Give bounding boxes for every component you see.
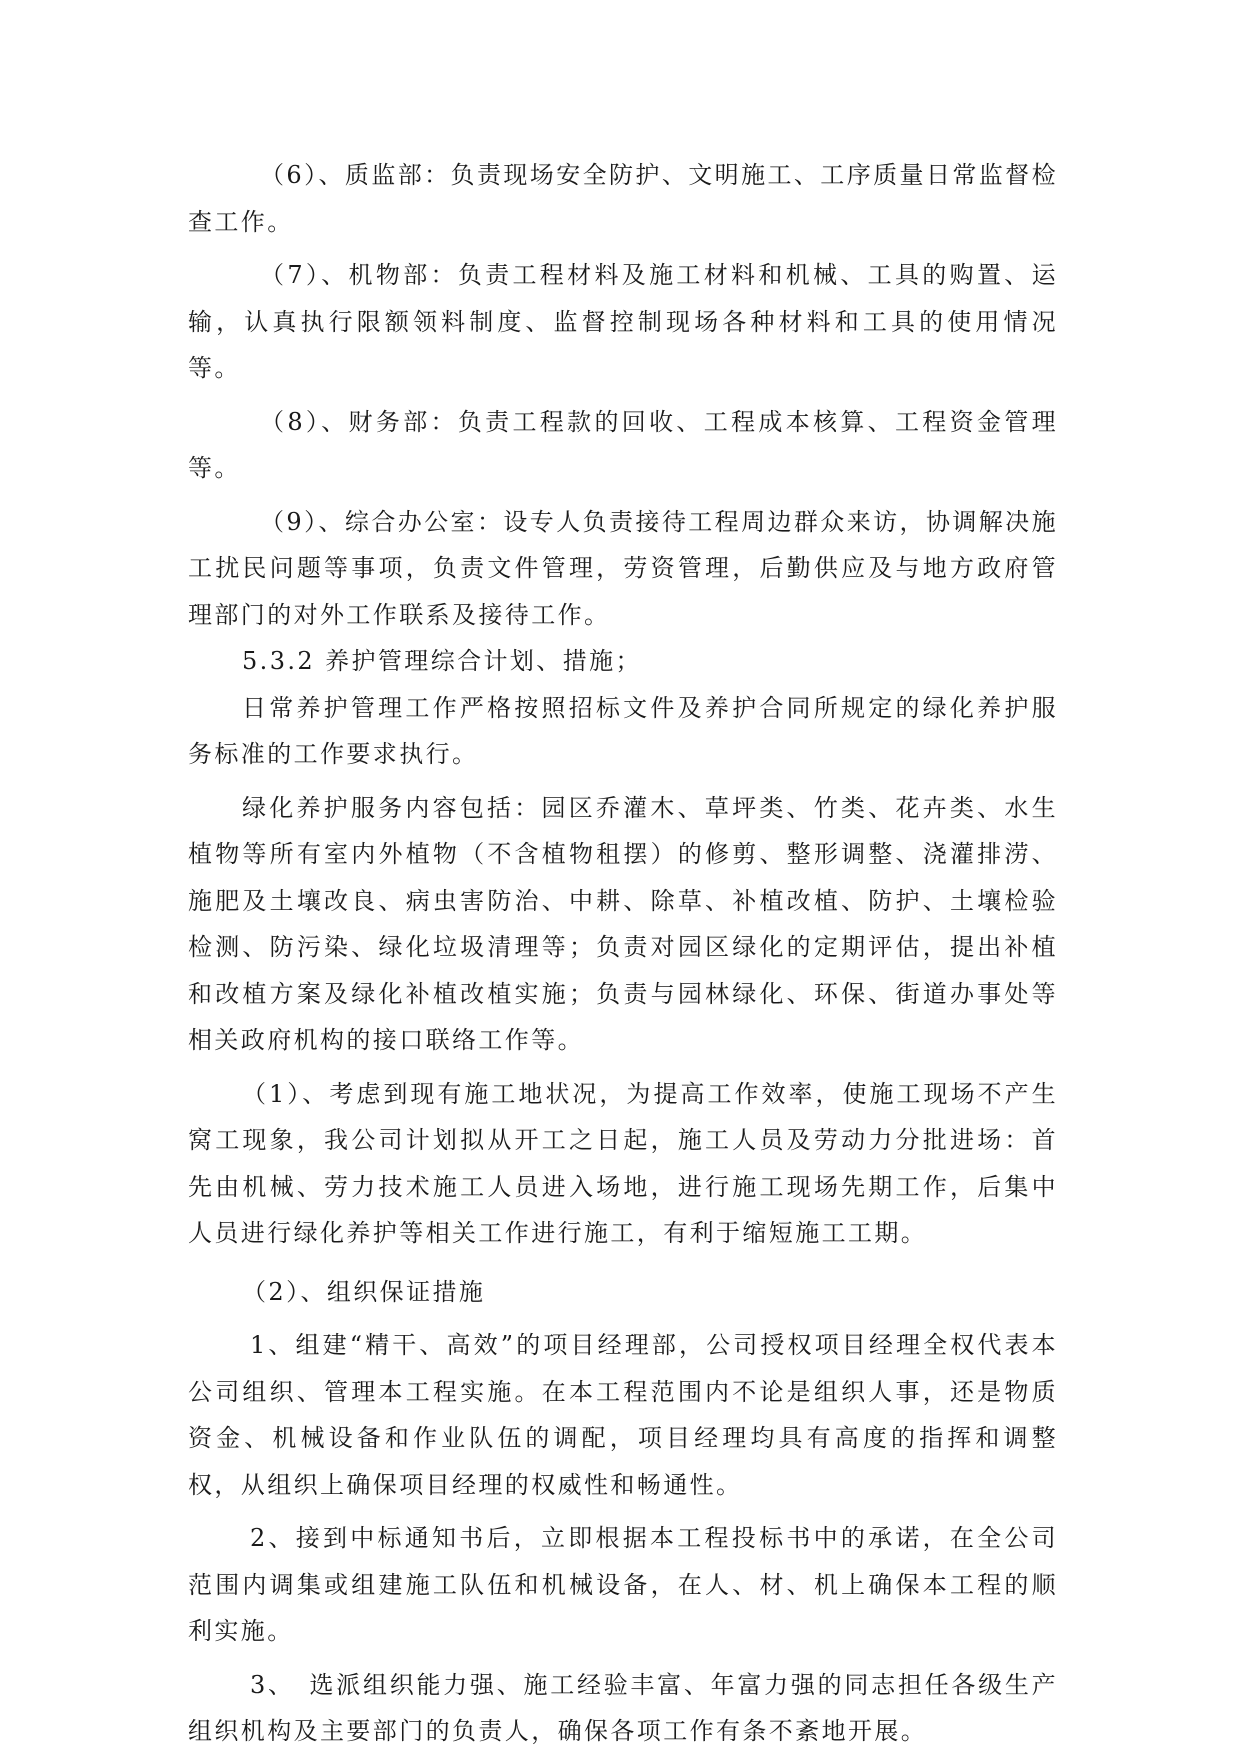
paragraph-daily-maintenance: 日常养护管理工作严格按照招标文件及养护合同所规定的绿化养护服务标准的工作要求执行。 bbox=[188, 693, 1058, 768]
paragraph-materials-dept: （7）、机物部：负责工程材料及施工材料和机械、工具的购置、运输，认真执行限额领料制度、监督控制现场各种材料和工具的使用情况等。 bbox=[188, 261, 1058, 382]
section-heading-5-3-2: 5.3.2 养护管理综合计划、措施； bbox=[242, 647, 642, 675]
paragraph-finance-dept: （8）、财务部：负责工程款的回收、工程成本核算、工程资金管理等。 bbox=[188, 407, 1058, 482]
paragraph-quality-dept: （6）、质监部：负责现场安全防护、文明施工、工序质量日常监督检查工作。 bbox=[188, 161, 1058, 236]
paragraph-general-office: （9）、综合办公室：设专人负责接待工程周边群众来访，协调解决施工扰民问题等事项，负责文件管理，劳资管理，后勤供应及与地方政府管理部门的对外工作联系及接待工作。 bbox=[188, 507, 1058, 629]
paragraph-item-1: （1）、考虑到现有施工地状况，为提高工作效率，使施工现场不产生窝工现象，我公司计划拟从开工之日起，施工人员及劳动力分批进场：首先由机械、劳力技术施工人员进入场地，进行施工现场先期工作，后集中人员进行绿化养护等相关工作进行施工，有利于缩短施工工期。 bbox=[188, 1079, 1058, 1247]
paragraph-org-measure-1: 1、组建“精干、高效”的项目经理部，公司授权项目经理全权代表本公司组织、管理本工程实施。在本工程范围内不论是组织人事，还是物质资金、机械设备和作业队伍的调配，项目经理均具有高度的指挥和调整权，从组织上确保项目经理的权威性和畅通性。 bbox=[188, 1331, 1058, 1499]
paragraph-service-content: 绿化养护服务内容包括：园区乔灌木、草坪类、竹类、花卉类、水生植物等所有室内外植物（不含植物租摆）的修剪、整形调整、浇灌排涝、施肥及土壤改良、病虫害防治、中耕、除草、补植改植、防护、土壤检验检测、防污染、绿化垃圾清理等；负责对园区绿化的定期评估，提出补植和改植方案及绿化补植改植实施；负责与园林绿化、环保、街道办事处等相关政府机构的接口联络工作等。 bbox=[188, 793, 1058, 1054]
paragraph-item-2-heading: （2）、组织保证措施 bbox=[242, 1277, 486, 1306]
paragraph-org-measure-3: 3、 选派组织能力强、施工经验丰富、年富力强的同志担任各级生产组织机构及主要部门的负责人，确保各项工作有条不紊地开展。 bbox=[188, 1670, 1058, 1745]
paragraph-org-measure-2: 2、接到中标通知书后，立即根据本工程投标书中的承诺，在全公司范围内调集或组建施工队伍和机械设备，在人、材、机上确保本工程的顺利实施。 bbox=[188, 1524, 1058, 1645]
document-page bbox=[188, 152, 1058, 1755]
